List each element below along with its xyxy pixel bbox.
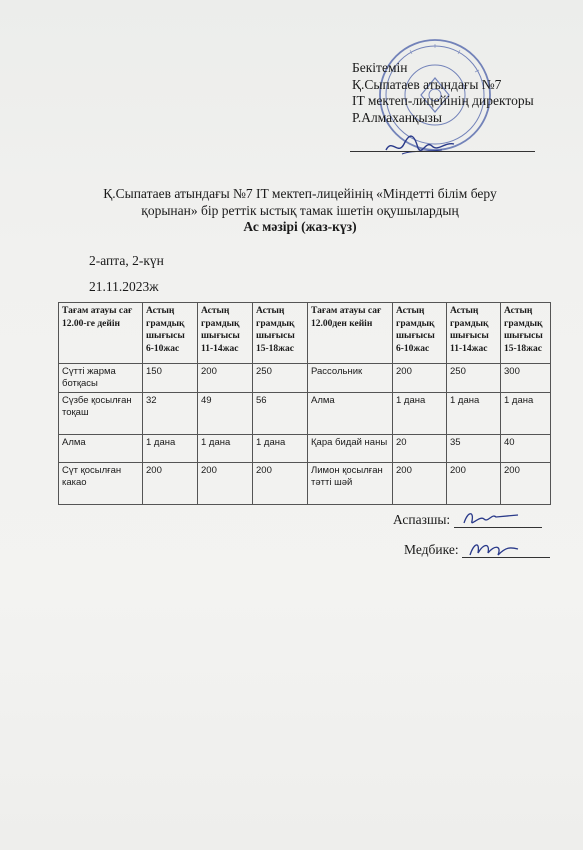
table-cell: Сүт қосылған какао: [59, 463, 143, 505]
table-cell: 250: [447, 364, 501, 393]
column-header: Тағам атауы сағ 12.00ден кейін: [308, 303, 393, 364]
week-day-label: 2-апта, 2-күн: [89, 253, 164, 268]
approval-line: Бекітемін: [352, 60, 408, 75]
table-cell: Рассольник: [308, 364, 393, 393]
table-cell: 200: [198, 463, 253, 505]
column-header: Астың грамдық шығысы 6-10жас: [393, 303, 447, 364]
table-row: [59, 435, 551, 463]
table-cell: Сүзбе қосылған тоқаш: [59, 393, 143, 435]
table-cell: 56: [253, 393, 308, 435]
menu-heading: Ас мәзірі (жаз-күз): [243, 219, 357, 234]
table-cell: 1 дана: [198, 435, 253, 463]
table-header-row: [59, 303, 551, 364]
table-cell: 200: [393, 463, 447, 505]
table-cell: Лимон қосылған тәтті шәй: [308, 463, 393, 505]
table-row: [59, 364, 551, 393]
table-cell: 200: [143, 463, 198, 505]
table-cell: 250: [253, 364, 308, 393]
table-cell: Алма: [308, 393, 393, 435]
director-signature-icon: [382, 128, 462, 160]
table-cell: 200: [393, 364, 447, 393]
table-cell: 300: [501, 364, 551, 393]
table-cell: 200: [253, 463, 308, 505]
table-cell: Сүтті жарма ботқасы: [59, 364, 143, 393]
table-cell: 32: [143, 393, 198, 435]
table-cell: 200: [447, 463, 501, 505]
table-cell: 40: [501, 435, 551, 463]
title-line: қорынан» бір реттік ыстық тамак ішетін оқушылардың: [141, 202, 459, 218]
column-header: Астың грамдық шығысы 11-14жас: [447, 303, 501, 364]
title-line: Қ.Сыпатаев атындағы №7 IT мектеп-лицейінің «Міндетті білім беру: [103, 186, 497, 201]
menu-table: [58, 302, 551, 505]
table-cell: 150: [143, 364, 198, 393]
table-cell: 1 дана: [393, 393, 447, 435]
approval-line: Қ.Сыпатаев атындағы №7: [352, 76, 502, 92]
table-cell: 1 дана: [447, 393, 501, 435]
table-cell: 20: [393, 435, 447, 463]
column-header: Астың грамдық шығысы 6-10жас: [143, 303, 198, 364]
table-cell: 49: [198, 393, 253, 435]
column-header: Астың грамдық шығысы 15-18жас: [253, 303, 308, 364]
cook-label: Аспазшы:: [393, 512, 451, 527]
column-header: Тағам атауы сағ 12.00-ге дейін: [59, 303, 143, 364]
table-cell: 1 дана: [253, 435, 308, 463]
table-cell: 200: [198, 364, 253, 393]
table-cell: Алма: [59, 435, 143, 463]
date-label: 21.11.2023ж: [89, 279, 159, 294]
table-cell: 1 дана: [501, 393, 551, 435]
column-header: Астың грамдық шығысы 11-14жас: [198, 303, 253, 364]
director-signature-line: [350, 151, 535, 152]
column-header: Астың грамдық шығысы 15-18жас: [501, 303, 551, 364]
table-cell: Қара бидай наны: [308, 435, 393, 463]
table-cell: 35: [447, 435, 501, 463]
cook-signature: [393, 512, 542, 528]
table-cell: 200: [501, 463, 551, 505]
table-row: [59, 393, 551, 435]
nurse-signature-line: [462, 543, 550, 558]
document-title: [80, 186, 520, 236]
nurse-signature-icon: [466, 537, 536, 559]
approval-block: [352, 60, 552, 126]
cook-signature-icon: [458, 507, 528, 529]
table-cell: 1 дана: [143, 435, 198, 463]
cook-signature-line: [454, 513, 542, 528]
table-row: [59, 463, 551, 505]
approval-line: IT мектеп-лицейінің директоры: [352, 93, 534, 108]
approval-line: Р.Алмаханқызы: [352, 109, 442, 125]
nurse-label: Медбике:: [404, 542, 459, 557]
nurse-signature: [404, 542, 550, 558]
